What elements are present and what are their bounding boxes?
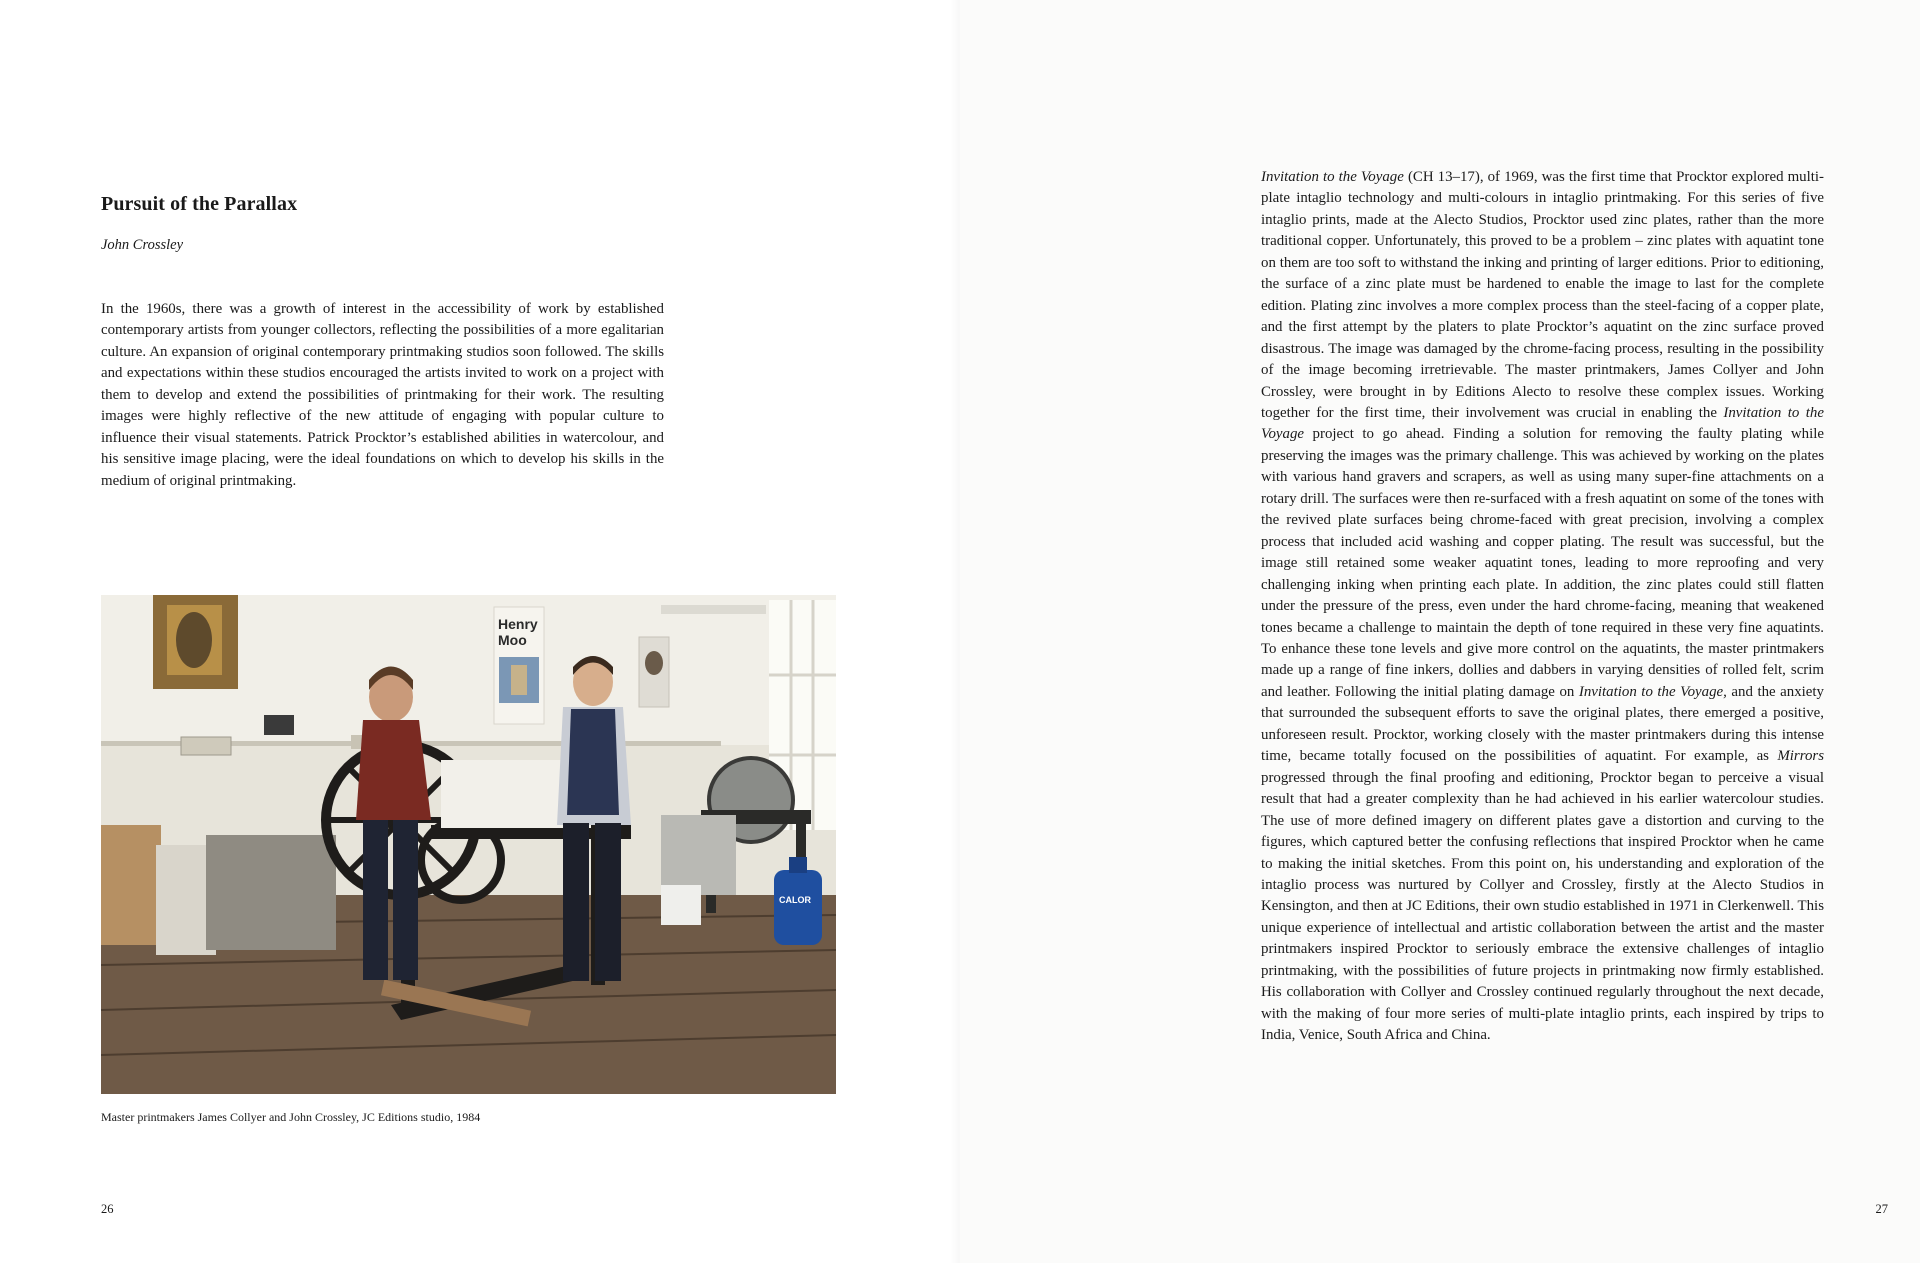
poster-text-henry: Henry <box>498 616 538 632</box>
text-segment: and the anxiety that surrounded the subsequent efforts to save the original plates, there emerged a positive, unforeseen result. Procktor, working closely with the master printmakers during this intense time, became totally focused on the possibilities of aquatint. For example, as <box>1261 683 1824 765</box>
text-segment: project to go ahead. Finding a solution for removing the faulty plating while preserving the images was the primary challenge. This was achieved by working on the plates with various hand gravers and scrapers, as well as using many super-fine attachments on a rotary drill. The surfaces were then re-surfaced with a fresh aquatint on some of the tones with the revived plate surfaces being chrome-faced with great precision, involving a complex process that included acid washing and copper plating. The result was successful, but the image still retained some weaker aquatint tones, leading to more reproofing and very challenging inking when printing each plate. In addition, the zinc plates could still flatten under the pressure of the press, even under the hard chrome-facing, meaning that weakened tones became a challenge to maintain the depth of tone required in these very fine aquatints. To enhance these tone levels and give more control on the aquatints, the master printmakers made up a range of fine inkers, dollies and dabbers in varying densities of rolled felt, scrim and leather. Following the initial plating damage on <box>1261 426 1824 700</box>
poster-portrait <box>639 637 669 707</box>
page-number-left: 26 <box>101 1202 114 1216</box>
author-name: John Crossley <box>101 237 184 253</box>
text-segment: (CH 13–17), of 1969, was the first time that Procktor explored multi-plate intaglio technology and multi-colours in intaglio printmaking. For this series of five intaglio prints, made at the Alecto Studios, Procktor used zinc plates, rather than the more traditional copper. Unfortunately, this proved to be a problem – zinc plates with aquatint tone on them are too soft to withstand the inking and printing of larger editions. Prior to editioning, the surface of a zinc plate must be hardened to enable the image to last for the complete edition. Plating zinc involves a more complex process than the steel-facing of a copper plate, and the first attempt by the platers to plate Procktor’s aquatint on the zinc surface proved disastrous. The image was damaged by the chrome-facing process, resulting in the possibility of the image becoming irretrievable. The master printmakers, James Collyer and John Crossley, were brought in by Editions Alecto to resolve these complex issues. Working together for the first time, their involvement was crucial in enabling the <box>1261 169 1824 421</box>
poster-henry-moore <box>494 607 544 724</box>
text-segment: Invitation to the Voyage <box>1261 169 1404 185</box>
photo-caption: Master printmakers James Collyer and John Crossley, JC Editions studio, 1984 <box>101 1110 481 1124</box>
page-number-right: 27 <box>1875 1202 1888 1216</box>
poster-text-moo: Moo <box>498 632 527 648</box>
text-segment: Invitation to the Voyage, <box>1578 683 1727 700</box>
right-page <box>960 0 1920 1263</box>
studio-photograph <box>101 595 836 1094</box>
intro-paragraph: In the 1960s, there was a growth of interest in the accessibility of work by established contemporary artists from younger collectors, reflecting the possibilities of a more egalitarian culture. An expansion of original contemporary printmaking studios soon followed. The skills and expectations within these studios encouraged the artists invited to work on a project with them to develop and extend the possibilities of printmaking for their work. The resulting images were highly reflective of the new attitude of engaging with popular culture to influence their visual statements. Patrick Procktor’s established abilities in watercolour, and his sensitive image placing, were the ideal foundations on which to develop his skills in the medium of original printmaking. <box>101 301 664 489</box>
main-text-column <box>1261 167 1824 1047</box>
gas-bottle-label: CALOR <box>779 895 811 905</box>
article-title: Pursuit of the Parallax <box>101 193 298 215</box>
text-segment: Invitation to the Voyage <box>1261 404 1824 443</box>
poster-abstract <box>153 595 238 689</box>
text-segment: Mirrors <box>1777 748 1824 765</box>
text-segment: progressed through the final proofing and editioning, Procktor began to perceive a visual result that had a greater complexity than he had achieved in his earlier watercolour studies. The use of more defined imagery on different plates gave a distortion and curving to the figures, which captured better the confusing reflections that inspired Procktor when he came to making the initial sketches. From this point on, his understanding and exploration of the intaglio process was nurtured by Collyer and Crossley, firstly at the Alecto Studios in Kensington, and then at JC Editions, their own studio established in 1971 in Clerkenwell. This unique experience of intellectual and artistic collaboration between the artist and the master printmakers inspired Procktor to seriously embrace the extensive challenges of intaglio printmaking, with the possibilities of future projects in printmaking now firmly established. His collaboration with Collyer and Crossley continued regularly throughout the next decade, with the making of four more series of multi-plate intaglio prints, each inspired by trips to India, Venice, South Africa and China. <box>1261 769 1824 1044</box>
